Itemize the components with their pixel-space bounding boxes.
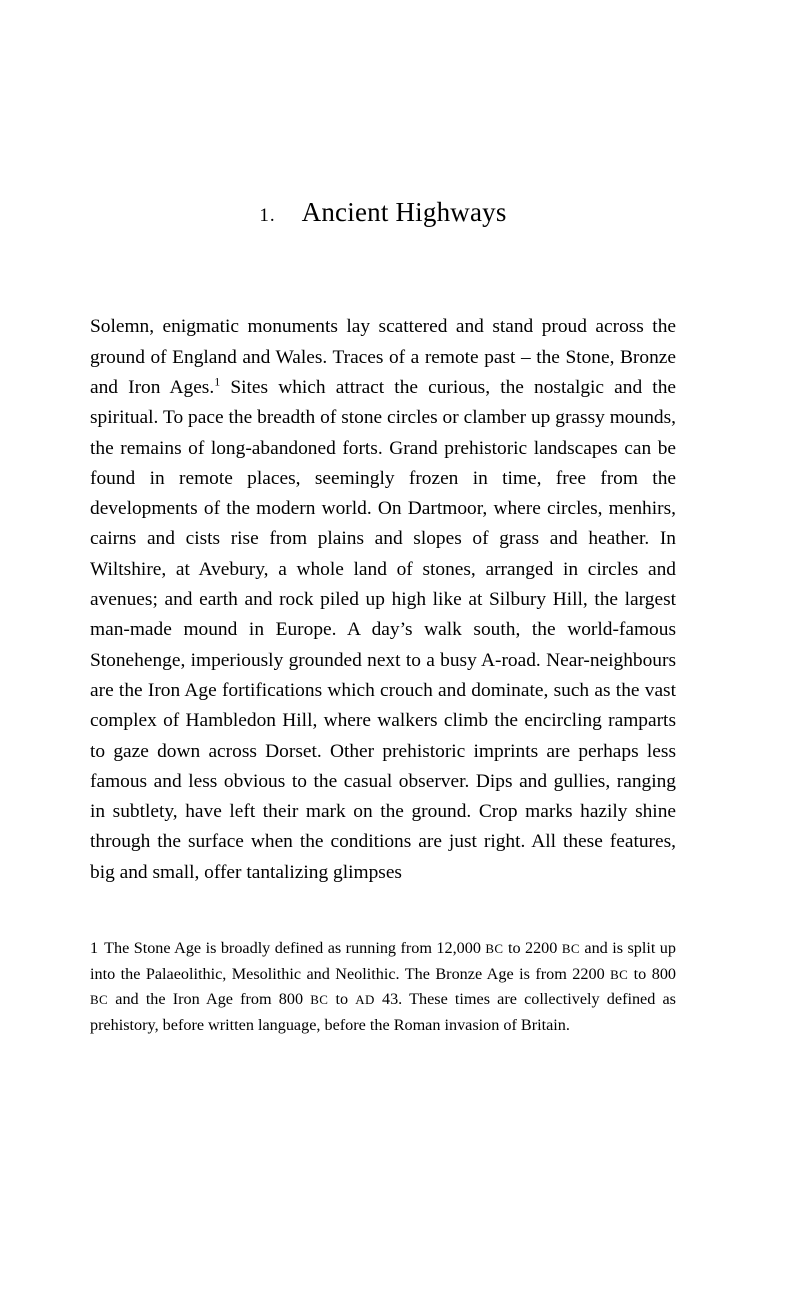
footnote-era-ad-1: AD <box>355 992 375 1008</box>
chapter-number: 1. <box>259 205 276 226</box>
paragraph-text-first: Solemn, enigmatic monuments lay scattered and stand proud across the ground of England and Wales. Traces of a remote past – the Stone, Bronze and Iron Ages. <box>90 316 676 398</box>
footnote-text-5: and the Iron Age from 800 <box>108 990 311 1009</box>
body-paragraph <box>90 312 676 888</box>
footnote <box>90 936 676 1038</box>
footnote-era-bc-4: BC <box>90 992 109 1008</box>
paragraph-text-rest: Sites which attract the curious, the nostalgic and the spiritual. To pace the breadth of stone circles or clamber up grassy mounds, the remains of long-abandoned forts. Grand prehistoric landscapes can be found in remote places, seemingly frozen in time, free from the developments of the modern world. On Dartmoor, where circles, menhirs, cairns and cists rise from plains and slopes of grass and heather. In Wiltshire, at Avebury, a whole land of stones, arranged in circles and avenues; and earth and rock piled up high like at Silbury Hill, the largest man-made mound in Europe. A day’s walk south, the world-famous Stonehenge, imperiously grounded next to a busy A-road. Near-neighbours are the Iron Age fortifications which crouch and dominate, such as the vast complex of Hambledon Hill, where walkers climb the encircling ramparts to gaze down across Dorset. Other prehistoric imprints are perhaps less famous and less obvious to the casual observer. Dips and gullies, ranging in subtlety, have left their mark on the ground. Crop marks hazily shine through the surface when the conditions are just right. All these features, big and small, offer tantalizing glimpses <box>90 376 676 883</box>
footnote-text-2: to 2200 <box>503 939 562 958</box>
footnote-era-bc-1: BC <box>485 941 504 957</box>
chapter-heading <box>90 196 676 228</box>
footnote-text-4: to 800 <box>628 964 677 983</box>
chapter-title: Ancient Highways <box>301 197 507 227</box>
footnote-era-bc-2: BC <box>561 941 580 957</box>
footnote-era-bc-3: BC <box>610 966 629 982</box>
page-content <box>90 0 676 1038</box>
footnote-reference[interactable]: 1 <box>214 374 221 389</box>
footnote-number: 1 <box>90 939 99 958</box>
footnote-text-7: 43. These times are collectively defined as prehistory, before written language, before the Roman invasion of Britain. <box>90 990 676 1034</box>
footnote-text-3: and is split up into the Palaeolithic, Mesolithic and Neolithic. The Bronze Age is from 2200 <box>90 939 676 983</box>
footnote-text-6: to <box>328 990 356 1009</box>
footnote-text-1: The Stone Age is broadly defined as running from 12,000 <box>104 939 486 958</box>
footnote-era-bc-5: BC <box>310 992 329 1008</box>
